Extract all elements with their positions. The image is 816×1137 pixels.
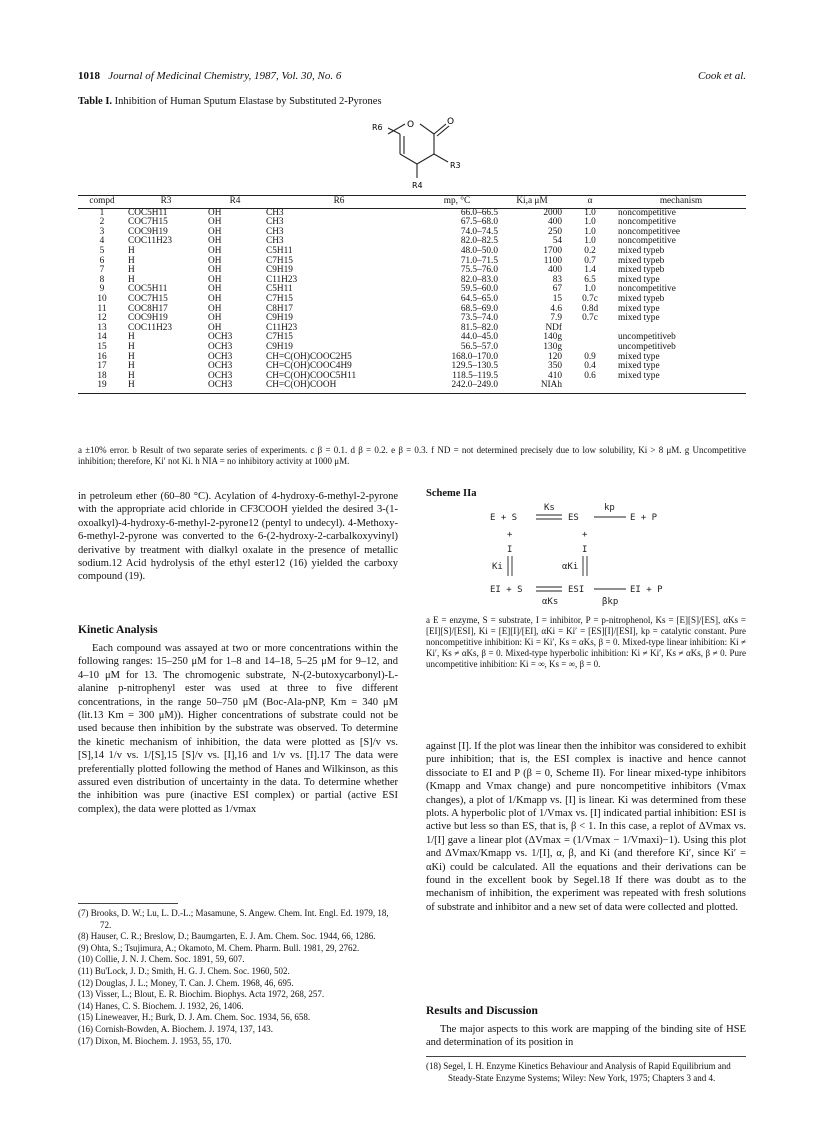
table-cell: 73.5–74.0 <box>460 313 498 324</box>
table-cell: 64.5–65.0 <box>460 293 498 304</box>
table-cell: 0.7 <box>584 255 596 266</box>
reference-item: (14) Hanes, C. S. Biochem. J. 1932, 26, 1406. <box>78 1000 244 1011</box>
table-cell: C7H15 <box>266 293 293 304</box>
col-header: R6 <box>264 196 414 209</box>
table-cell: 15 <box>552 293 562 304</box>
table-cell: 1700 <box>543 245 562 256</box>
table-cell: 120 <box>548 351 562 362</box>
table-cell: 66.0–66.5 <box>460 207 498 218</box>
table-cell: 0.9 <box>584 351 596 362</box>
reference-item: (7) Brooks, D. W.; Lu, L. D.-L.; Masamune, S. Angew. Chem. Int. Engl. Ed. 1979, 18, 72. <box>78 908 389 930</box>
table-cell: COC7H15 <box>128 293 168 304</box>
table-cell: 118.5–119.5 <box>452 370 498 381</box>
table-cell: 1.4 <box>584 265 596 276</box>
reference-item: (17) Dixon, M. Biochem. J. 1953, 55, 170. <box>78 1035 232 1046</box>
table-label: Table I. <box>78 96 113 107</box>
table-cell: 1.0 <box>584 217 596 228</box>
table-cell: 7 <box>99 265 105 276</box>
table-cell: 19 <box>78 381 126 393</box>
table-cell: 6 <box>99 255 105 266</box>
scheme-products: E + P <box>630 513 658 523</box>
table-cell: COC9H19 <box>128 226 168 237</box>
table-cell: mixed type <box>618 370 660 381</box>
table-cell: 13 <box>97 322 107 333</box>
table-cell: CH=C(OH)COOC4H9 <box>266 361 352 372</box>
col-header: R3 <box>126 196 206 209</box>
table-cell: 48.0–50.0 <box>460 245 498 256</box>
table-cell: COC11H23 <box>128 322 173 333</box>
table-cell: 4.6 <box>550 303 562 314</box>
table-cell: 1100 <box>543 255 562 266</box>
table-cell: NDf <box>545 322 562 333</box>
table-cell: OH <box>208 284 222 295</box>
table-cell: COC5H11 <box>128 207 168 218</box>
scheme-es: ES <box>568 513 579 523</box>
table-cell: 74.0–74.5 <box>460 226 498 237</box>
table-header-row <box>78 196 746 209</box>
table-cell: H <box>128 361 135 372</box>
table-cell: noncompetitive <box>618 207 676 218</box>
table-cell: 130g <box>543 341 562 352</box>
table-cell: H <box>128 341 135 352</box>
reference-item: (13) Visser, L.; Blout, E. R. Biochim. Biophys. Acta 1972, 268, 257. <box>78 989 325 1000</box>
table-cell: 6.5 <box>584 274 596 285</box>
table-cell: CH=C(OH)COOC5H11 <box>266 370 357 381</box>
left-para-2: Each compound was assayed at two or more concentrations within the following ranges: 15–250 μM for 1–8 and 14–18, 5–25 μM for 9–12, and 4–10 μM for 13. The chromogenic substrate, N-(2-butoxycarbonyl)-L-alanine p-nitrophenyl ester was used at three to five different concentrations, in the range 50–750 μM (Boc-Ala-pNP, Km = 340 μM (lit.13 Km = 300 μM)). Higher concentrations of substrate could not be used because then inhibition by the substrate was observed. To determine the kinetic mechanism of inhibition, the data were plotted as [S]/v vs. [S],14 1/v vs. 1/[S],15 [S]/v vs. [I],16 and 1/v vs. [I].17 The data were preferentially plotted following the method of Hanes and Wilkinson, as this assured even distribution of uncertainty in the data. To determine whether the inhibition was pure (inactive ESI complex) or partial (active ESI complex), the data were plotted as 1/vmax <box>78 643 398 815</box>
table-cell: C5H11 <box>266 284 293 295</box>
scheme-title: Scheme IIa <box>426 488 477 499</box>
table-cell: mixed type <box>618 303 660 314</box>
table-row <box>78 314 746 324</box>
table-cell: OH <box>208 217 222 228</box>
scheme-ei-reactants: EI + S <box>490 585 523 595</box>
reference-item: (18) Segel, I. H. Enzyme Kinetics Behaviour and Analysis of Rapid Equilibrium and Steady-State Enzyme Systems; Wiley: New York, 1975; Chapters 3 and 4. <box>426 1061 731 1083</box>
table-cell: C8H17 <box>266 303 293 314</box>
table-cell: CH3 <box>266 236 284 247</box>
table-cell: noncompetitive <box>618 217 676 228</box>
table-cell: 67 <box>552 284 562 295</box>
scheme-plus: + <box>507 530 513 540</box>
table-cell: 59.5–60.0 <box>460 284 498 295</box>
table-cell: noncompetitive <box>618 236 676 247</box>
table-cell: 68.5–69.0 <box>460 303 498 314</box>
table-cell: 16 <box>97 351 107 362</box>
table-cell: C9H19 <box>266 265 293 276</box>
table-cell: CH=C(OH)COOC2H5 <box>266 351 352 362</box>
table-row <box>78 381 746 393</box>
table-cell: 67.5–68.0 <box>460 217 498 228</box>
col-header: mp, °C <box>414 196 500 209</box>
table-cell: OH <box>208 207 222 218</box>
scheme-plus: + <box>582 530 588 540</box>
table-cell: 75.5–76.0 <box>460 265 498 276</box>
table-caption <box>78 96 382 107</box>
table-cell: OCH3 <box>206 381 264 393</box>
right-para-1: against [I]. If the plot was linear then the inhibitor was considered to exhibit pure inhibition; that is, the ESI complex is inactive and hence cannot dissociate to EI and P (β = 0, Scheme II). For linear mixed-type inhibitors (Kmapp and Vmax change) and pure noncompetitive inhibitors (Vmax changes), a plot of 1/Kmapp vs. [I] is linear. Ki was determined from these plots. A hyperbolic plot of 1/Vmax vs. [I] indicated partial inhibition: ESI is active but less so than ES, that is, β < 1. In this case, a replot of ΔVmax vs. 1/[I] gave a linear plot (ΔVmax = (1/Vmax − 1/Vmaxi)−1). Using this plot and ΔVmax/Kmapp vs. 1/[I], α, β, and Ki (and therefore Ki′, since Ki′ = αKi) could be calculated. All the equations and their derivations can be found in the excellent book by Segel.18 If there was doubt as to the mechanism of inhibition, the experiment was repeated with fresh solutions of substrate and inhibitor and a new set of data were collected and plotted. <box>426 741 746 913</box>
scheme-inhibitor: I <box>507 545 513 555</box>
footnote-rule <box>78 903 178 904</box>
authors: Cook et al. <box>698 70 746 82</box>
table-cell: COC11H23 <box>128 236 173 247</box>
table-cell: OH <box>208 245 222 256</box>
table-cell: mixed type <box>618 313 660 324</box>
scheme-ki: Ki <box>492 562 503 572</box>
table-cell: 168.0–170.0 <box>451 351 498 362</box>
table-cell: mixed typeb <box>618 293 665 304</box>
reference-item: (12) Douglas, J. L.; Money, T. Can. J. Chem. 1968, 46, 695. <box>78 977 294 988</box>
scheme-aki: αKi <box>562 562 579 572</box>
table-cell: OH <box>208 265 222 276</box>
r3-label: R3 <box>450 161 461 170</box>
table-cell: OH <box>208 322 222 333</box>
table-cell: 410 <box>548 370 562 381</box>
table-cell: H <box>128 370 135 381</box>
table-cell: OCH3 <box>208 351 233 362</box>
table-cell: OCH3 <box>208 361 233 372</box>
table-cell: 0.2 <box>584 245 596 256</box>
table-cell: H <box>128 351 135 362</box>
table-cell: 18 <box>97 370 107 381</box>
table-cell: 1.0 <box>584 284 596 295</box>
table-cell: mixed type <box>618 361 660 372</box>
scheme-inhibitor: I <box>582 545 588 555</box>
table-cell: 0.6 <box>584 370 596 381</box>
r6-label: R6 <box>372 123 383 132</box>
table-cell <box>564 333 616 343</box>
table-cell: 7.9 <box>550 313 562 324</box>
table-cell: H <box>126 381 206 393</box>
table-cell: 44.0–45.0 <box>460 332 498 343</box>
table-cell: OH <box>208 226 222 237</box>
carbonyl-oxygen: O <box>447 117 455 127</box>
table-cell: CH3 <box>266 217 284 228</box>
scheme-footnote: a E = enzyme, S = substrate, I = inhibitor, P = p-nitrophenol, Ks = [E][S]/[ES], αKs = [EI][S]/[ESI], Ki = [E][I]/[EI], αKi = Ki′ = [ES][I]/[ESI], kp = catalytic constant. Pure noncompetitive inhibition: Ki = Ki′, Ks = αKs, β = 0. Mixed-type linear inhibition: Ki ≠ Ki′, Ks ≠ αKs, β = 0. Mixed-type hyperbolic inhibition: Ki ≠ Ki′, Ks ≠ αKs, β ≠ 0. Pure uncompetitive inhibition: Ki = ∞, Ks = ∞, β = 0. <box>426 615 746 669</box>
pyrone-structure <box>350 112 480 194</box>
reference-item: (16) Cornish-Bowden, A. Biochem. J. 1974, 137, 143. <box>78 1023 273 1034</box>
table-cell: OH <box>208 303 222 314</box>
scheme-ks: Ks <box>544 503 555 513</box>
scheme-es-reactants: E + S <box>490 513 518 523</box>
table-cell: NIAh <box>500 381 564 393</box>
table-cell: 9 <box>99 284 105 295</box>
table-cell: OH <box>208 274 222 285</box>
reference-item: (15) Lineweaver, H.; Burk, D. J. Am. Chem. Soc. 1934, 56, 658. <box>78 1012 311 1023</box>
scheme-esi: ESI <box>568 585 585 595</box>
table-cell: 15 <box>97 341 107 352</box>
section-kinetic-analysis: Kinetic Analysis <box>78 624 158 636</box>
table-cell: H <box>128 245 135 256</box>
table-cell: OH <box>208 236 222 247</box>
table-cell: 12 <box>97 313 107 324</box>
reference-item: (9) Ohta, S.; Tsujimura, A.; Okamoto, M. Chem. Pharm. Bull. 1981, 29, 2762. <box>78 942 360 953</box>
left-para-1: in petroleum ether (60–80 °C). Acylation of 4-hydroxy-6-methyl-2-pyrone with the appropriate acid chloride in CF3COOH yielded the desired 3-(1-oxoalkyl)-4-hydroxy-6-methyl-2-pyrone12 (pentyl to undecyl). 4-Methoxy-6-methyl-2-pyrone was converted to the 6-(2-hydroxy-2-carbalkoxyvinyl) derivative by treatment with dialkyl oxalate in the presence of metallic sodium.12 Acid hydrolysis of the ethyl ester12 (16) yielded the carboxy compound (19). <box>78 491 398 583</box>
table-cell: 400 <box>548 217 562 228</box>
journal-citation: Journal of Medicinal Chemistry, 1987, Vol. 30, No. 6 <box>108 70 342 82</box>
col-header: mechanism <box>616 196 746 209</box>
table-cell: C9H19 <box>266 313 293 324</box>
table-cell: C5H11 <box>266 245 293 256</box>
table-cell: CH3 <box>266 226 284 237</box>
table-cell: 2 <box>99 217 105 228</box>
table-cell: OCH3 <box>208 370 233 381</box>
page-number: 1018 <box>78 70 100 82</box>
table-cell: 1.0 <box>584 207 596 218</box>
table-cell: OCH3 <box>208 332 233 343</box>
table-cell: mixed type <box>618 274 660 285</box>
table-cell: C11H23 <box>266 322 298 333</box>
table-cell: 1 <box>99 207 105 218</box>
right-references <box>426 1061 746 1084</box>
table-cell: OH <box>208 255 222 266</box>
table-cell: noncompetitivee <box>618 226 680 237</box>
table-cell: 4 <box>99 236 105 247</box>
table-cell: 54 <box>552 236 562 247</box>
col-header: R4 <box>206 196 264 209</box>
footnote-rule <box>426 1056 746 1057</box>
table-cell: COC7H15 <box>128 217 168 228</box>
table-cell: H <box>128 265 135 276</box>
scheme-kp: kp <box>604 503 615 513</box>
table-cell <box>564 324 616 334</box>
table-cell: OCH3 <box>208 341 233 352</box>
table-cell: COC9H19 <box>128 313 168 324</box>
table-cell: mixed type <box>618 351 660 362</box>
table-cell: 8 <box>99 274 105 285</box>
table-cell: mixed typeb <box>618 255 665 266</box>
scheme-bkp: βkp <box>602 597 619 607</box>
section-results-discussion: Results and Discussion <box>426 1005 538 1017</box>
table-cell: H <box>128 274 135 285</box>
table-cell: 0.4 <box>584 361 596 372</box>
table-row <box>78 372 746 382</box>
table-cell: C11H23 <box>266 274 298 285</box>
table-cell: 82.0–82.5 <box>460 236 498 247</box>
table-cell: mixed typeb <box>618 245 665 256</box>
table-cell: 81.5–82.0 <box>460 322 498 333</box>
table-cell: 1.0 <box>584 236 596 247</box>
scheme-aks: αKs <box>542 597 559 607</box>
running-header <box>78 70 341 82</box>
table-cell: COC8H17 <box>128 303 168 314</box>
table-cell: uncompetitiveb <box>618 332 676 343</box>
col-header: Ki,a μM <box>500 196 564 209</box>
table-cell: 10 <box>97 293 107 304</box>
table-cell: 0.8d <box>581 303 599 314</box>
table-cell: H <box>128 332 135 343</box>
reference-item: (8) Hauser, C. R.; Breslow, D.; Baumgarten, E. J. Am. Chem. Soc. 1944, 66, 1286. <box>78 931 376 942</box>
col-header: compd <box>78 196 126 209</box>
table-footnote: a ±10% error. b Result of two separate series of experiments. c β = 0.1. d β = 0.2. e β = 0.3. f ND = not determined precisely due to low solubility, Ki > 8 μM. g Uncompetitive inhibition; therefore, Ki′ not Ki. h NIA = no inhibitory activity at 1000 μM. <box>78 445 746 466</box>
table-cell: OH <box>208 313 222 324</box>
table-cell: 1.0 <box>584 226 596 237</box>
reference-item: (11) Bu'Lock, J. D.; Smith, H. G. J. Chem. Soc. 1960, 502. <box>78 965 290 976</box>
table-cell: 400 <box>548 265 562 276</box>
table-cell: uncompetitiveb <box>618 341 676 352</box>
table-cell: 56.5–57.0 <box>460 341 498 352</box>
table-cell: 129.5–130.5 <box>451 361 498 372</box>
table-cell: 2000 <box>543 207 562 218</box>
table-cell: noncompetitive <box>618 284 676 295</box>
table-cell: COC5H11 <box>128 284 168 295</box>
col-header: α <box>564 196 616 209</box>
scheme-ei-products: EI + P <box>630 585 663 595</box>
table-cell: 11 <box>97 303 107 314</box>
table-cell: 242.0–249.0 <box>414 381 500 393</box>
table-cell: mixed typeb <box>618 265 665 276</box>
table-cell: C7H15 <box>266 332 293 343</box>
table-cell <box>564 381 616 393</box>
table-title: Inhibition of Human Sputum Elastase by Substituted 2-Pyrones <box>114 96 382 107</box>
table-cell: 140g <box>543 332 562 343</box>
table-cell: 0.7c <box>582 293 598 304</box>
table-cell: 17 <box>97 361 107 372</box>
table-cell: 250 <box>548 226 562 237</box>
scheme-diagram <box>490 500 690 610</box>
r4-label: R4 <box>412 181 423 190</box>
table-cell: 3 <box>99 226 105 237</box>
table-cell: CH=C(OH)COOH <box>264 381 414 393</box>
right-para-2: The major aspects to this work are mapping of the binding site of HSE and determination of its position in <box>426 1024 746 1049</box>
table-cell: 14 <box>97 332 107 343</box>
table-cell: 82.0–83.0 <box>460 274 498 285</box>
table-cell: 5 <box>99 245 105 256</box>
table-cell: C9H19 <box>266 341 293 352</box>
reference-item: (10) Collie, J. N. J. Chem. Soc. 1891, 59, 607. <box>78 954 245 965</box>
table-cell: 83 <box>552 274 562 285</box>
left-references <box>78 908 398 1047</box>
table-cell: 0.7c <box>582 313 598 324</box>
table-cell: 71.0–71.5 <box>460 255 498 266</box>
table-cell: CH3 <box>266 207 284 218</box>
table-cell <box>616 381 746 393</box>
table-cell: C7H15 <box>266 255 293 266</box>
table-cell: H <box>128 255 135 266</box>
table-cell: 350 <box>548 361 562 372</box>
ring-oxygen: O <box>407 120 415 130</box>
data-table <box>78 195 746 394</box>
table-cell: OH <box>208 293 222 304</box>
